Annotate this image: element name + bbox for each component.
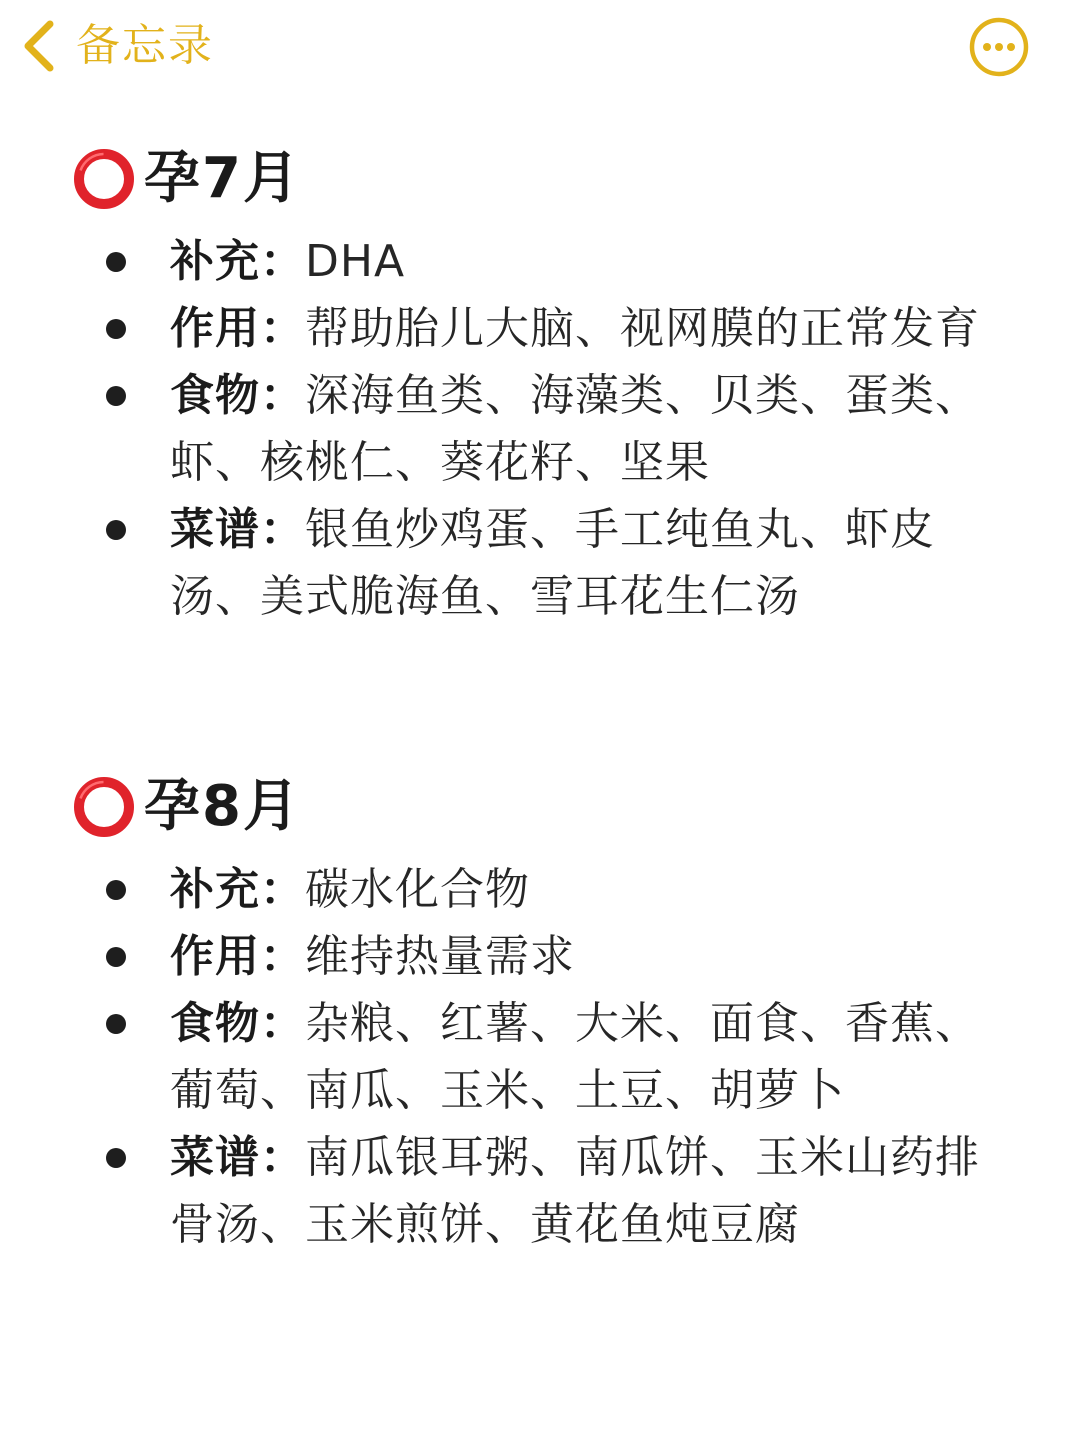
list-item-effect [0,295,1080,362]
section-title: 孕7月 [144,146,301,211]
item-label: 补充： [170,236,305,287]
more-options-button[interactable] [968,16,1030,78]
item-value: 南瓜银耳粥、南瓜饼、玉米山药排骨汤、玉米煎饼、黄花鱼炖豆腐 [170,1132,980,1250]
bullet-dot [106,1148,126,1168]
bullet-dot [106,252,126,272]
list-item-supplement [0,228,1080,295]
item-value: 帮助胎儿大脑、视网膜的正常发育 [305,303,980,354]
item-label: 食物： [170,370,305,421]
item-label: 作用： [170,303,305,354]
bullet-dot [106,319,126,339]
section-heading [72,772,301,842]
section-heading [72,144,301,214]
list-item-food [0,990,1080,1124]
bullet-dot [106,386,126,406]
bullet-dot [106,520,126,540]
item-value: 银鱼炒鸡蛋、手工纯鱼丸、虾皮汤、美式脆海鱼、雪耳花生仁汤 [170,504,935,622]
list-item-recipe [0,1124,1080,1258]
list-item-supplement [0,856,1080,923]
back-button[interactable] [20,14,214,78]
list-item-effect [0,923,1080,990]
bullet-dot [106,947,126,967]
list-item-recipe [0,496,1080,630]
navigation-bar [0,0,1080,96]
bullet-dot [106,1014,126,1034]
item-label: 补充： [170,864,305,915]
back-label: 备忘录 [76,20,214,71]
item-list [0,228,1080,630]
section-title: 孕8月 [144,774,301,839]
list-item-food [0,362,1080,496]
red-circle-icon [72,775,136,839]
chevron-left-icon [20,20,56,72]
item-value: 杂粮、红薯、大米、面食、香蕉、葡萄、南瓜、玉米、土豆、胡萝卜 [170,998,980,1116]
item-value: DHA [305,236,406,287]
item-value: 维持热量需求 [305,931,575,982]
red-circle-icon [72,147,136,211]
bullet-dot [106,880,126,900]
ellipsis-circle-icon [968,16,1030,78]
item-label: 食物： [170,998,305,1049]
item-label: 作用： [170,931,305,982]
item-value: 碳水化合物 [305,864,530,915]
item-label: 菜谱： [170,504,305,555]
item-list [0,856,1080,1258]
item-value: 深海鱼类、海藻类、贝类、蛋类、虾、核桃仁、葵花籽、坚果 [170,370,980,488]
item-label: 菜谱： [170,1132,305,1183]
